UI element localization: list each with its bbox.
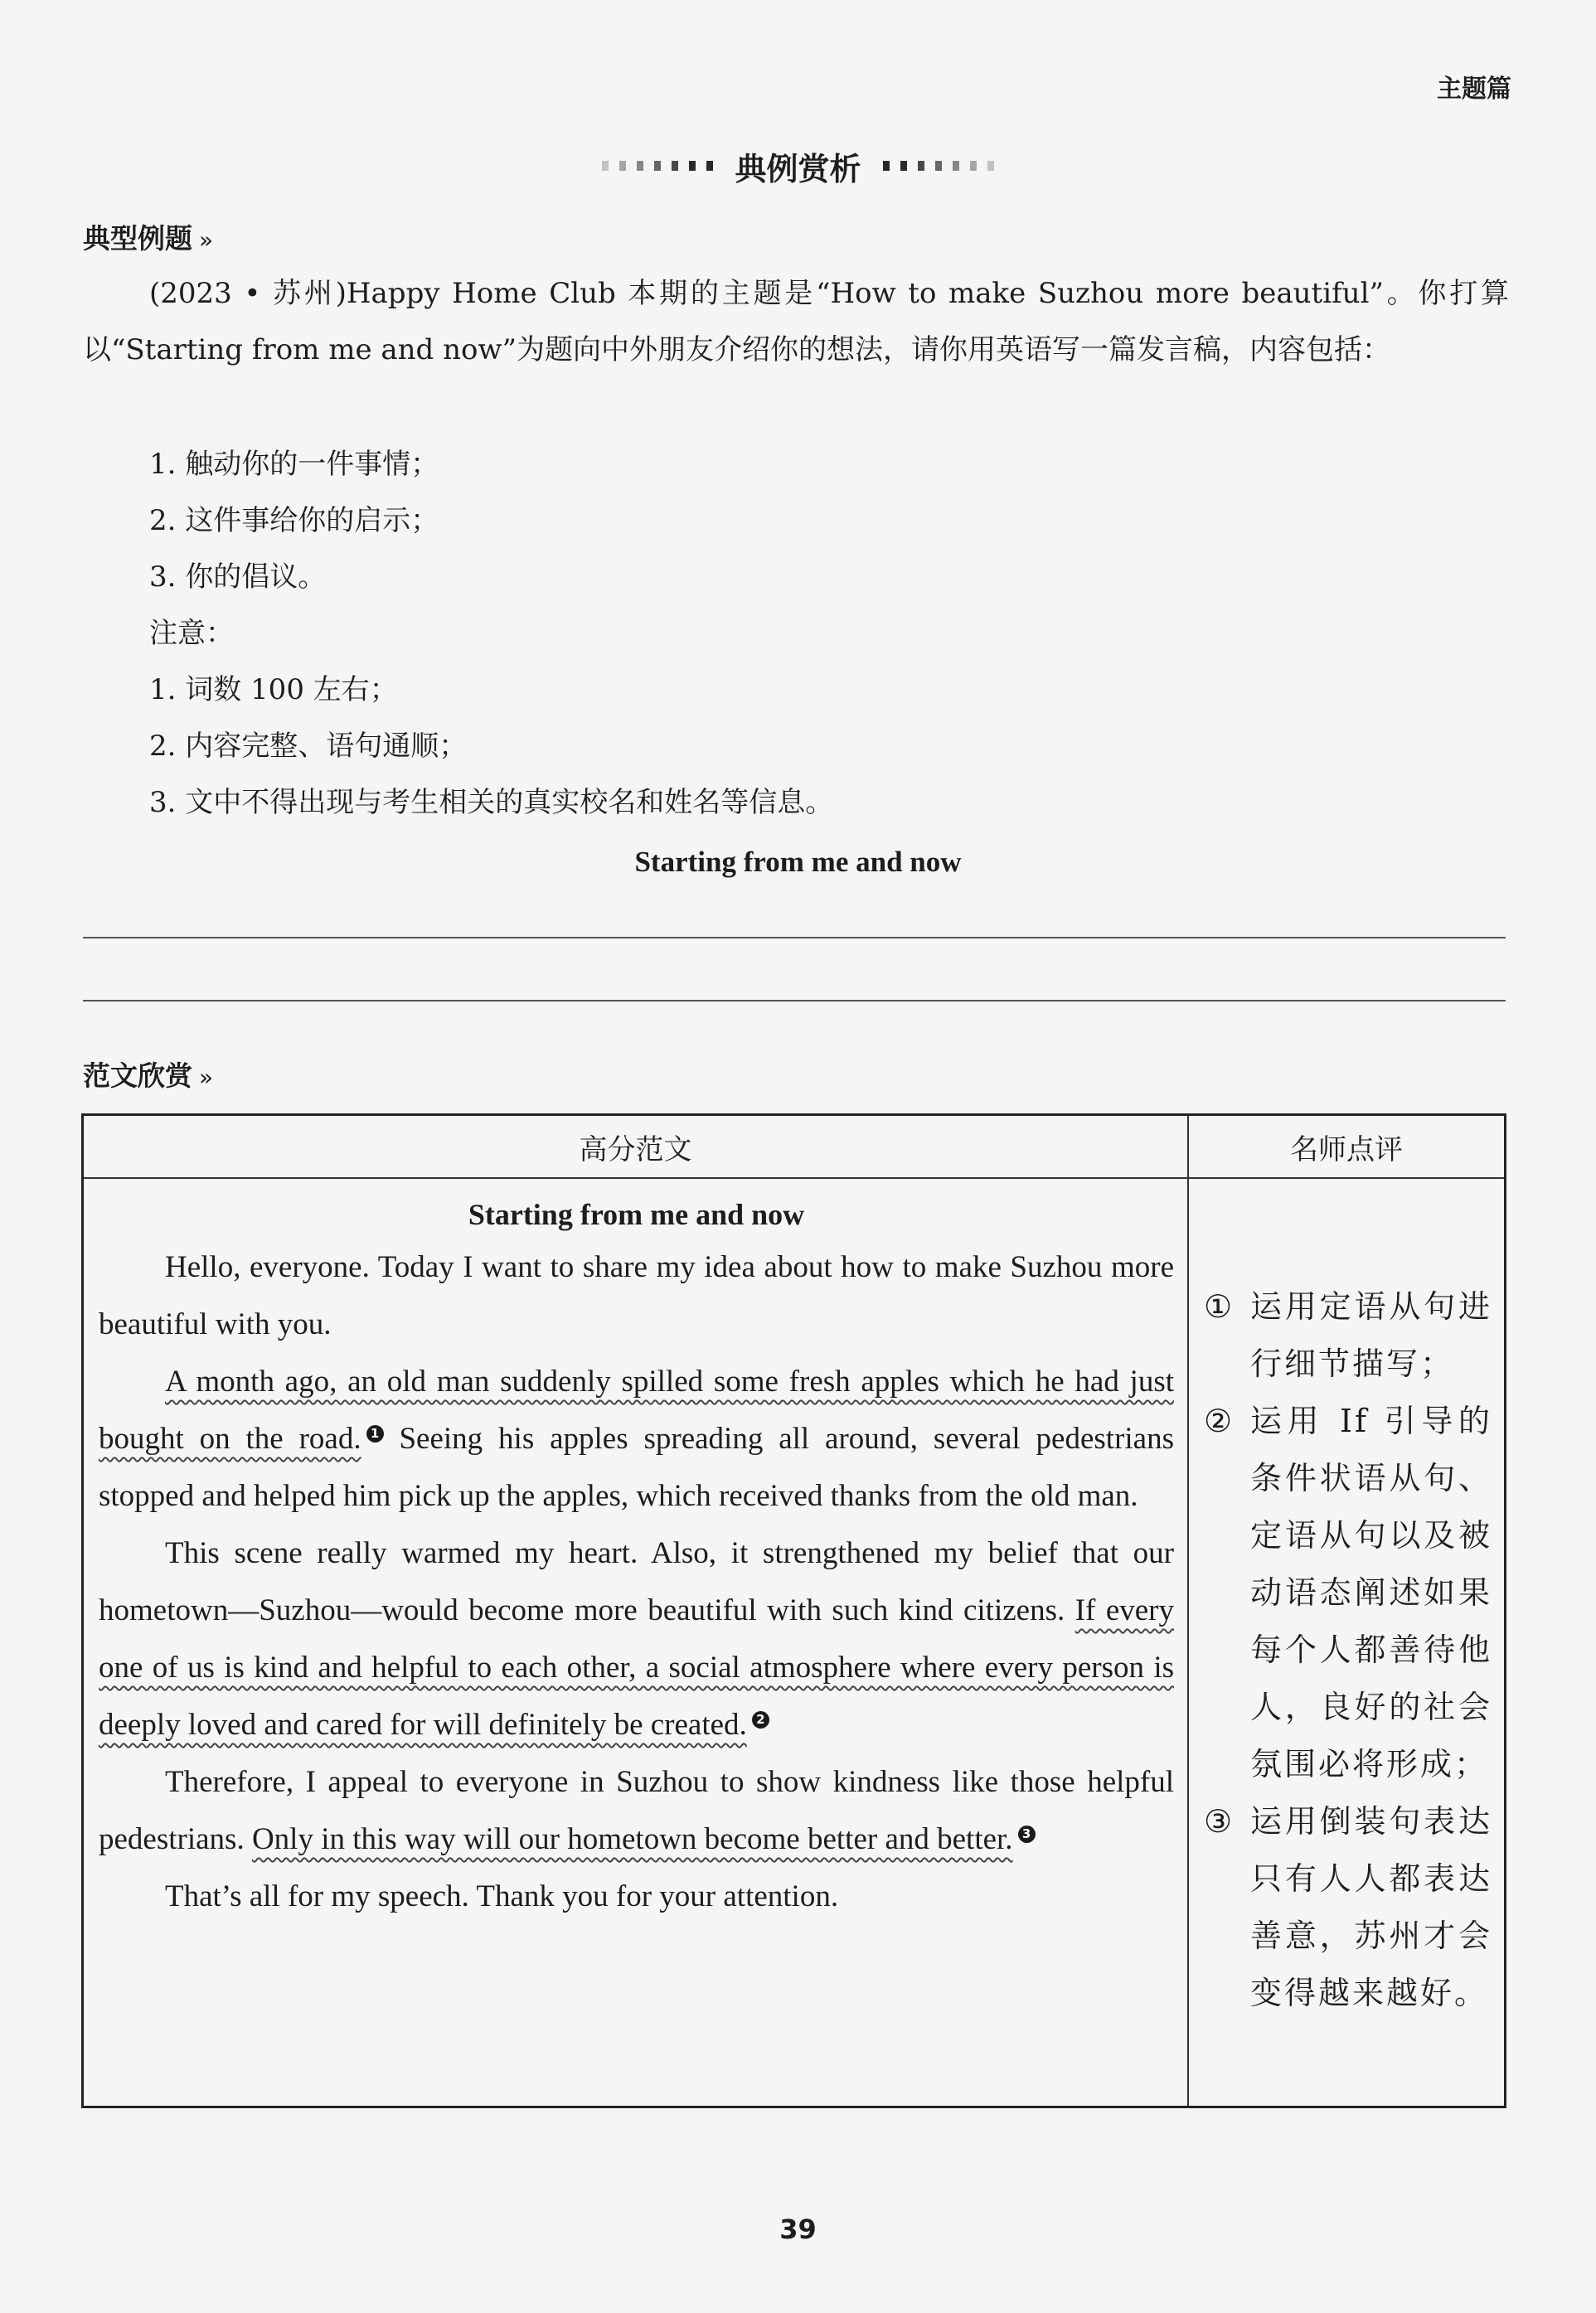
note-item-3: 3. 文中不得出现与考生相关的真实校名和姓名等信息。 [149,786,834,819]
notes-label: 注意： [149,617,234,650]
comment-number: ② [1204,1403,1233,1439]
section-banner [0,141,1596,191]
essay-title: Starting from me and now [468,1198,805,1231]
comment-cell [1188,1178,1506,2107]
example-prompt: (2023 • 苏州)Happy Home Club 本期的主题是“How to make Suzhou more beautiful”。你打算以“Starting from me and now”为题向中外朋友介绍你的想法，请你用英语写一篇发言稿，内容包括： [83,277,1509,366]
banner-dots-right [883,161,994,171]
comment-item [1204,1278,1492,1393]
content-item-3: 3. 你的倡议。 [149,560,327,594]
note-item-1: 1. 词数 100 左右； [149,673,398,706]
content-item-1: 1. 触动你的一件事情； [149,448,439,481]
essay-paragraph-1: Hello, everyone. Today I want to share my idea about how to make Suzhou more beautiful with you. [99,1250,1174,1341]
note-item-2: 2. 内容完整、语句通顺； [149,730,468,763]
annotation-marker-1: 1 [366,1425,384,1443]
highlight-sentence-3: Only in this way will our hometown become better and better. [251,1822,1013,1856]
essay-paragraph-3 [99,1525,1174,1753]
answer-line-2 [83,1000,1506,1001]
highlight-sentence-1: A month ago, an old man suddenly spilled some fresh apples which he had just bought on the road. [99,1365,1174,1456]
col-comment-header: 名师点评 [1188,1115,1506,1179]
banner-title: 典例赏析 [735,150,861,187]
essay-cell [83,1178,1189,2107]
comment-number: ③ [1204,1803,1233,1840]
model-heading [83,1055,213,1093]
essay-paragraph-4 [99,1753,1174,1868]
comment-text: 运用倒装句表达只有人人都表达善意，苏州才会变得越来越好。 [1250,1803,1492,2011]
comment-item [1204,1393,1492,1793]
model-heading-text: 范文欣赏 [83,1060,192,1092]
example-heading [83,217,213,256]
essay-paragraph-2 [99,1353,1174,1525]
essay-paragraph-3-start: This scene really warmed my heart. Also, it strengthened my belief that our hometown—Suzhou—would become more beautiful with such kind citizens. [99,1536,1174,1627]
comment-number: ① [1204,1288,1233,1325]
comment-text: 运用定语从句进行细节描写； [1250,1288,1492,1382]
essay-paragraph-2-rest: Seeing his apples spreading all around, several pedestrians stopped and helped him pick up the apples, which received thanks from the old man. [99,1422,1175,1513]
comment-item [1204,1793,1492,2022]
essay-paragraph-5: That’s all for my speech. Thank you for your attention. [165,1879,839,1913]
col-essay-header: 高分范文 [83,1115,1189,1179]
banner-dots-left [602,161,713,171]
comment-text: 运用 If 引导的条件状语从句、定语从句以及被动语态阐述如果每个人都善待他人，良好的社会氛围必将形成； [1250,1403,1492,1782]
writing-title: Starting from me and now [634,846,962,878]
annotation-marker-3: 3 [1018,1826,1036,1843]
highlight-sentence-2: If every one of us is kind and helpful to each other, a social atmosphere where every person is deeply loved and cared for will definitely be created. [99,1593,1175,1742]
model-essay-table [81,1113,1506,2108]
essay-paragraph-4-start: Therefore, I appeal to everyone in Suzhou to show kindness like those helpful pedestrians. [99,1765,1174,1856]
example-heading-text: 典型例题 [83,222,192,255]
page-number: 39 [779,2214,817,2245]
annotation-marker-2: 2 [752,1711,769,1729]
chevron-right-icon: » [199,1064,214,1091]
answer-line-1 [83,937,1506,938]
section-label: 主题篇 [1437,75,1511,104]
content-item-2: 2. 这件事给你的启示； [149,504,439,537]
chevron-right-icon: » [199,226,214,254]
